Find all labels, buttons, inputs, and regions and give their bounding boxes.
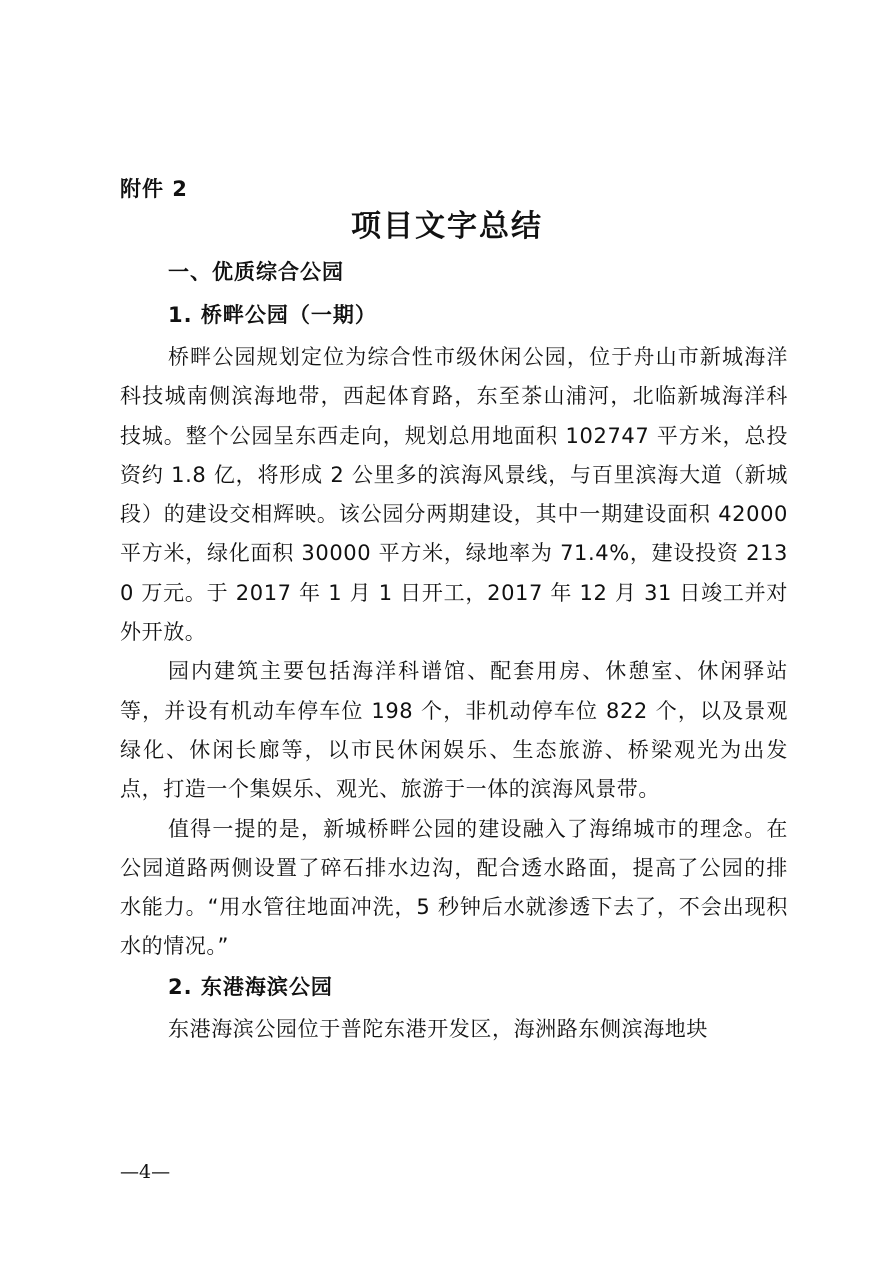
document-title: 项目文字总结 bbox=[351, 209, 543, 244]
paragraph-1-3: 值得一提的是，新城桥畔公园的建设融入了海绵城市的理念。在公园道路两侧设置了碎石排水边沟，配合透水路面，提高了公园的排水能力。“用水管往地面冲洗，5 秒钟后水就渗透下去了，不会出现积水的情况。” bbox=[120, 816, 788, 959]
subsection-1-heading: 1. 桥畔公园（一期） bbox=[168, 303, 377, 327]
document-body bbox=[120, 252, 788, 1049]
section-heading: 一、优质综合公园 bbox=[168, 260, 344, 284]
paragraph-1-1: 桥畔公园规划定位为综合性市级休闲公园，位于舟山市新城海洋科技城南侧滨海地带，西起体育路，东至茶山浦河，北临新城海洋科技城。整个公园呈东西走向，规划总用地面积 102747 平方米，总投资约 1.8 亿，将形成 2 公里多的滨海风景线，与百里滨海大道（新城段）的建设交相辉映。该公园分两期建设，其中一期建设面积 42000 平方米，绿化面积 30000 平方米，绿地率为 71.4%，建设投资 2130 万元。于 2017 年 1 月 1 日开工，2017 年 12 月 31 日竣工并对外开放。 bbox=[120, 345, 788, 645]
subsection-2-heading: 2. 东港海滨公园 bbox=[168, 974, 333, 999]
paragraph-2-1: 东港海滨公园位于普陀东港开发区，海洲路东侧滨海地块 bbox=[168, 1016, 708, 1041]
paragraph-1-2: 园内建筑主要包括海洋科谱馆、配套用房、休憩室、休闲驿站等，并设有机动车停车位 198 个，非机动停车位 822 个，以及景观绿化、休闲长廊等，以市民休闲娱乐、生态旅游、桥梁观光为出发点，打造一个集娱乐、观光、旅游于一体的滨海风景带。 bbox=[120, 659, 788, 802]
attachment-label: 附件 2 bbox=[120, 177, 188, 201]
page-number: —4— bbox=[120, 1161, 171, 1183]
